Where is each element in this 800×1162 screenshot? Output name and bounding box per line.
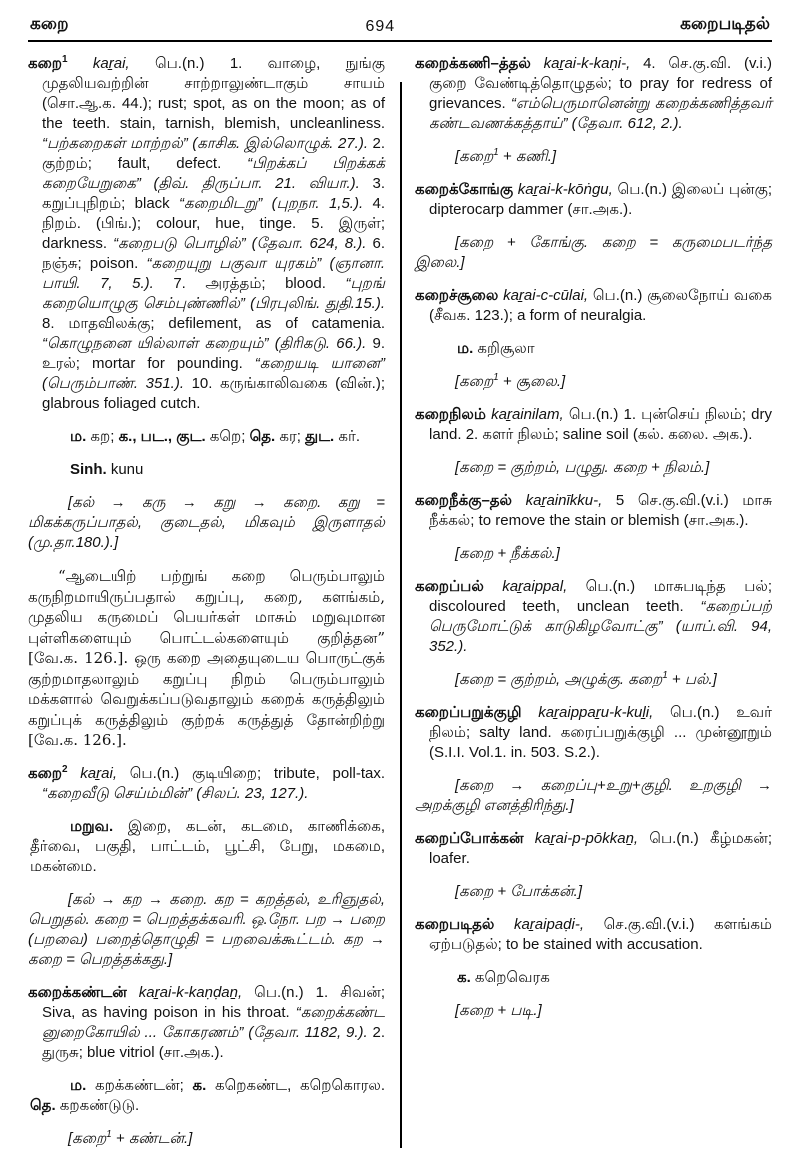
dictionary-entry (415, 703, 772, 763)
etymology-note (28, 1129, 385, 1149)
entry-text-segment: கறைநீக்கு–தல் (415, 492, 513, 509)
entry-text-segment: “புறங் கறையொழுகு செம்புண்ணில்” (பிரபுலிங். துதி.15.). (42, 275, 385, 312)
entry-text-segment: [கல் → கரு → கறு → கறை. கறு = மிகக்கருப்பாதல், குடைதல், மிகவும் இருளாதல் (மு.தா.180.).] (28, 494, 385, 551)
entry-text-segment: கறைக்கண்டன் (28, 983, 127, 1001)
dictionary-entry (28, 764, 385, 804)
entry-text-segment: kaṟai-k-kōṅgu, (513, 181, 613, 198)
entry-text-segment: பெ.(n.) 1. வாழை, நுங்கு முதலியவற்றின் சாற்றாலுண்டாகும் சாயம் (சொ.ஆ.க. 44.); rust; spot, as on the moon; as of the teeth. stain, tarnish, blemish, uncleanliness. (42, 55, 386, 132)
dictionary-entry (415, 405, 772, 445)
entry-text-segment: ம. (70, 1076, 87, 1094)
entry-text-segment: 2. குற்றம்; fault, defect. (42, 135, 385, 172)
entry-text-segment: கறைபடிதல் (415, 916, 495, 933)
entry-text-segment: kaṟaippal, (483, 578, 568, 595)
entry-text-segment: 1 (662, 670, 668, 681)
entry-text-segment: 6. நஞ்சு; poison. (42, 235, 385, 272)
entry-text-segment: 7. அரத்தம்; blood. (153, 275, 346, 292)
cognate-note (417, 339, 772, 359)
column-divider (400, 82, 402, 1148)
entry-text-segment: பெ.(n.) மாசுபடிந்த பல்; discoloured teeth, unclean teeth. (429, 578, 772, 615)
entry-text-segment: “கொழுநனை யில்லாள் கறையும்” (திரிகடு. 66.). (42, 335, 367, 352)
entry-text-segment: + கண்டன்.] (111, 1129, 193, 1147)
entry-text-segment: பெ.(n.) கீழ்மகன்; loafer. (429, 830, 772, 867)
entry-text-segment: [கறை = குற்றம், அழுக்கு. கறை (455, 671, 663, 688)
entry-text-segment: kaṟai-c-cūlai, (498, 287, 589, 304)
entry-text-segment: kaṟainīkku-, (512, 492, 603, 509)
entry-text-segment: மறுவ. (70, 817, 114, 835)
entry-text-segment: [கறை → கறைப்பு+உறு+குழி. உறகுழி → அறக்குழி எனத்திரிந்து.] (415, 777, 772, 814)
entry-text-segment: 1 (493, 147, 499, 158)
etymology-note (415, 1001, 772, 1021)
entry-text-segment: செ.கு.வி.(v.i.) களங்கம் ஏற்படுதல்; to be stained with accusation. (429, 916, 772, 953)
entry-text-segment: பெ.(n.) 1. புன்செய் நிலம்; dry land. 2. களர் நிலம்; saline soil (கல். கலை. அக.). (429, 406, 772, 443)
entry-text-segment: 5 செ.கு.வி.(v.i.) மாசு நீக்கல்; to remove the stain or blemish (சா.அக.). (429, 492, 772, 529)
entry-text-segment: “கறைவீடு செய்ம்மின்” (சிலப். 23, 127.). (42, 784, 309, 802)
entry-text-segment: 3. கறுப்புநிறம்; black (42, 175, 385, 212)
entry-text-segment: 8. மாதவிலக்கு; defilement, as of catamenia. (42, 315, 385, 332)
entry-text-segment: kaṟai-p-pōkkaṉ, (523, 830, 639, 847)
entry-text-segment: kaṟai-k-kaṇḍaṉ, (126, 983, 243, 1001)
entry-text-segment: கறகண்டுடு. (55, 1096, 140, 1114)
entry-text-segment: “கறையடி யானை” (பெரும்பாண். 351.). (42, 355, 385, 392)
header-guideword-right: கறைபடிதல் (680, 14, 770, 33)
cognate-note (417, 968, 772, 988)
entry-text-segment: kaṟaippaṟu-k-kuḻi, (521, 704, 654, 721)
header-guideword-left: கறை (30, 14, 69, 33)
entry-text-segment: “கறைபடு பொழில்” (தேவா. 624, 8.). (113, 235, 367, 252)
entry-text-segment: “பற்கறைகள் மாற்றல்” (காசிக. இல்லொழுக். 27.). (42, 135, 368, 152)
entry-text-segment: + பல்.] (667, 671, 717, 688)
entry-text-segment: க. (192, 1076, 207, 1094)
entry-text-segment: பெ.(n.) சூலைநோய் வகை (சீவக. 123.); a form of neuralgia. (429, 287, 772, 324)
entry-text-segment: க., பட., குட. (118, 428, 206, 445)
dictionary-entry (28, 983, 385, 1063)
dictionary-entry (415, 829, 772, 869)
right-column (415, 54, 772, 1162)
entry-text-segment: ம. (457, 340, 474, 357)
entry-text-segment: கற; (86, 428, 119, 445)
entry-text-segment: “கறைக்கண்ட னுறைகோயில் ... கோகரணம்” (தேவா. 1182, 9.). (42, 1003, 385, 1041)
entry-text-segment: [கறை + கோங்கு. கறை = கருமைபடர்ந்த இலை.] (415, 234, 772, 271)
entry-text-segment: 2. துருசு; blue vitriol (சா.அக.). (42, 1023, 385, 1061)
dictionary-entry (415, 180, 772, 220)
entry-text-segment: கறைச்சூலை (415, 287, 499, 304)
entry-text-segment: கறை (28, 764, 62, 782)
dictionary-entry (28, 54, 385, 414)
entry-text-segment: கர; (275, 428, 306, 445)
entry-text-segment: kaṟaipaḍi-, (494, 916, 584, 933)
entry-text-segment: பெ.(n.) குடியிறை; tribute, poll-tax. (117, 764, 386, 782)
entry-text-segment: [கறை (455, 148, 494, 165)
entry-text-segment: kaṟai-k-kaṇi-, (530, 55, 631, 72)
entry-text-segment: 2 (62, 763, 68, 775)
page-body (0, 42, 800, 1162)
entry-text-segment: க. (457, 969, 471, 986)
entry-text-segment: Sinh. (70, 461, 107, 478)
entry-text-segment: + கணி.] (498, 148, 557, 165)
etymology-note (28, 493, 385, 553)
entry-text-segment: 1 (62, 54, 68, 65)
page-header (0, 0, 800, 40)
entry-text-segment: கறெவெரக (470, 969, 550, 986)
etymology-note (415, 233, 772, 273)
entry-text-segment: [கல் → கற → கறை. கற = கறத்தல், உரிஞுதல், பெறுதல். கறை = பெறத்தக்கவரி. ஒ.நோ. பற → பறை (பறவை) பறைத்தொழுதி = பறவைக்கூட்டம். கற → கறை = பெறத்தக்கது.] (28, 890, 385, 968)
entry-text-segment: 9. உரல்; mortar for pounding. (42, 335, 385, 372)
entry-text-segment: [கறை + நீக்கல்.] (455, 545, 560, 562)
entry-text-segment: kaṟai, (67, 55, 130, 72)
entry-text-segment: இறை, கடன், கடமை, காணிக்கை, தீர்வை, பகுதி, பாட்டம், பூட்சி, பேறு, மகமை, மகன்மை. (30, 817, 385, 875)
entry-text-segment: [கறை (455, 373, 494, 390)
entry-text-segment: kaṟainilam, (485, 406, 564, 423)
entry-text-segment: கறைப்போக்கன் (415, 830, 524, 847)
entry-text-segment: பெ.(n.) 1. சிவன்; Siva, as having poison in his throat. (42, 983, 385, 1021)
entry-text-segment: 10. கருங்காலிவகை (வின்.); glabrous foliaged cutch. (42, 375, 385, 412)
entry-text-segment: 4. நிறம். (பிங்.); colour, hue, tinge. 5. இருள்; darkness. (42, 195, 385, 252)
entry-text-segment: [கறை + போக்கன்.] (455, 883, 582, 900)
entry-text-segment: + சூலை.] (498, 373, 566, 390)
entry-text-segment: கறை (28, 55, 62, 72)
left-column (28, 54, 385, 1162)
entry-text-segment: தெ. (30, 1096, 56, 1114)
entry-text-segment: “கறைமிடறு” (புறநா. 1,5.). (179, 195, 364, 212)
etymology-note (415, 147, 772, 167)
dictionary-entry (415, 54, 772, 134)
dictionary-entry (415, 286, 772, 326)
entry-text-segment: “எம்பெருமானென்று கறைக்கணித்தவர் கண்டவணக்கத்தாய்” (தேவா. 612, 2.). (429, 95, 772, 132)
entry-text-segment: “கறைப்பற் பெருமோட்டுக் காடுகிழவோட்கு” (யாப்.வி. 94, 352.). (429, 598, 772, 655)
entry-text-segment: [கறை (68, 1129, 107, 1147)
entry-text-segment: துட. (305, 428, 335, 445)
entry-text-segment: கறிசூலா (473, 340, 535, 357)
entry-text-segment: [கறை = குற்றம், பழுது. கறை + நிலம்.] (455, 459, 710, 476)
entry-text-segment: ம. (70, 428, 87, 445)
dictionary-entry (415, 491, 772, 531)
entry-text-segment: கறெகண்ட, கறெகொரல. (206, 1076, 385, 1094)
entry-text-segment: கறக்கண்டன்; (86, 1076, 193, 1094)
cognate-note (30, 427, 385, 447)
entry-text-segment: “பிறக்கப் பிறக்கக் கறையேறுகை” (திவ். திருப்பா. 21. வியா.). (42, 155, 385, 192)
entry-text-segment: கறெ; (205, 428, 250, 445)
entry-text-segment: கறைப்பல் (415, 578, 484, 595)
commentary-quote (28, 566, 385, 751)
etymology-note (415, 776, 772, 816)
entry-text-segment: kaṟai, (67, 764, 117, 782)
cognate-note (30, 460, 385, 480)
entry-text-segment: 1 (493, 372, 499, 383)
entry-text-segment: தெ. (249, 428, 276, 445)
entry-text-segment: 4. செ.கு.வி. (v.i.) குறை வேண்டித்தொழுதல்; to pray for redress of grievances. (429, 55, 772, 112)
etymology-note (415, 372, 772, 392)
entry-text-segment: “ஆடையிற் பற்றுங் கறை பெரும்பாலும் கருநிறமாயிருப்பதால் கறுப்பு, கறை, களங்கம், முதலிய கருமைப் பெயர்கள் மாசும் மறுவுமான புள்ளிகளையும் பொட்டல்களையும் குறித்தன” [வே.க. 126.]. ஒரு கறை அதையுடைய பொருட்குக் குற்றமாதலாலும் கறுப்பு நிறம் பெரும்பாலும் மக்களால் வெறுக்கப்படுவதாலும் கறைக் கருத்திலும் கறுப்புக் கருத்திலும் குற்றக் கருத்துத் தோன்றிற்று [வே.க. 126.]. (28, 567, 385, 749)
entry-text-segment: கறைக்கோங்கு (415, 181, 514, 198)
entry-text-segment: கறைநிலம் (415, 406, 486, 423)
dictionary-entry (415, 577, 772, 657)
etymology-note (415, 544, 772, 564)
entry-text-segment: 1 (106, 1128, 112, 1140)
entry-text-segment: பெ.(n.) இலைப் புன்கு; dipterocarp dammer (சா.அக.). (429, 181, 772, 218)
entry-text-segment: kunu (106, 461, 144, 478)
etymology-note (415, 458, 772, 478)
page-number: 694 (365, 18, 396, 35)
entry-text-segment: பெ.(n.) உவர் நிலம்; salty land. கரைப்பறுக்குழி ... முன்னூறும் (S.I.I. Vol.1. in. 503. S.2.). (429, 704, 773, 761)
dictionary-entry (415, 915, 772, 955)
cognate-note (30, 1076, 385, 1116)
etymology-note (415, 670, 772, 690)
entry-text-segment: “கறையுறு பகுவா யுரகம்” (ஞானா. பாயி. 7, 5.). (42, 255, 385, 292)
etymology-note (28, 890, 385, 970)
entry-text-segment: கர். (334, 428, 360, 445)
entry-text-segment: [கறை + படி.] (455, 1002, 542, 1019)
entry-text-segment: கறைப்பறுக்குழி (415, 704, 522, 721)
cognate-note (30, 817, 385, 877)
etymology-note (415, 882, 772, 902)
entry-text-segment: கறைக்கணி–த்தல் (415, 55, 531, 72)
